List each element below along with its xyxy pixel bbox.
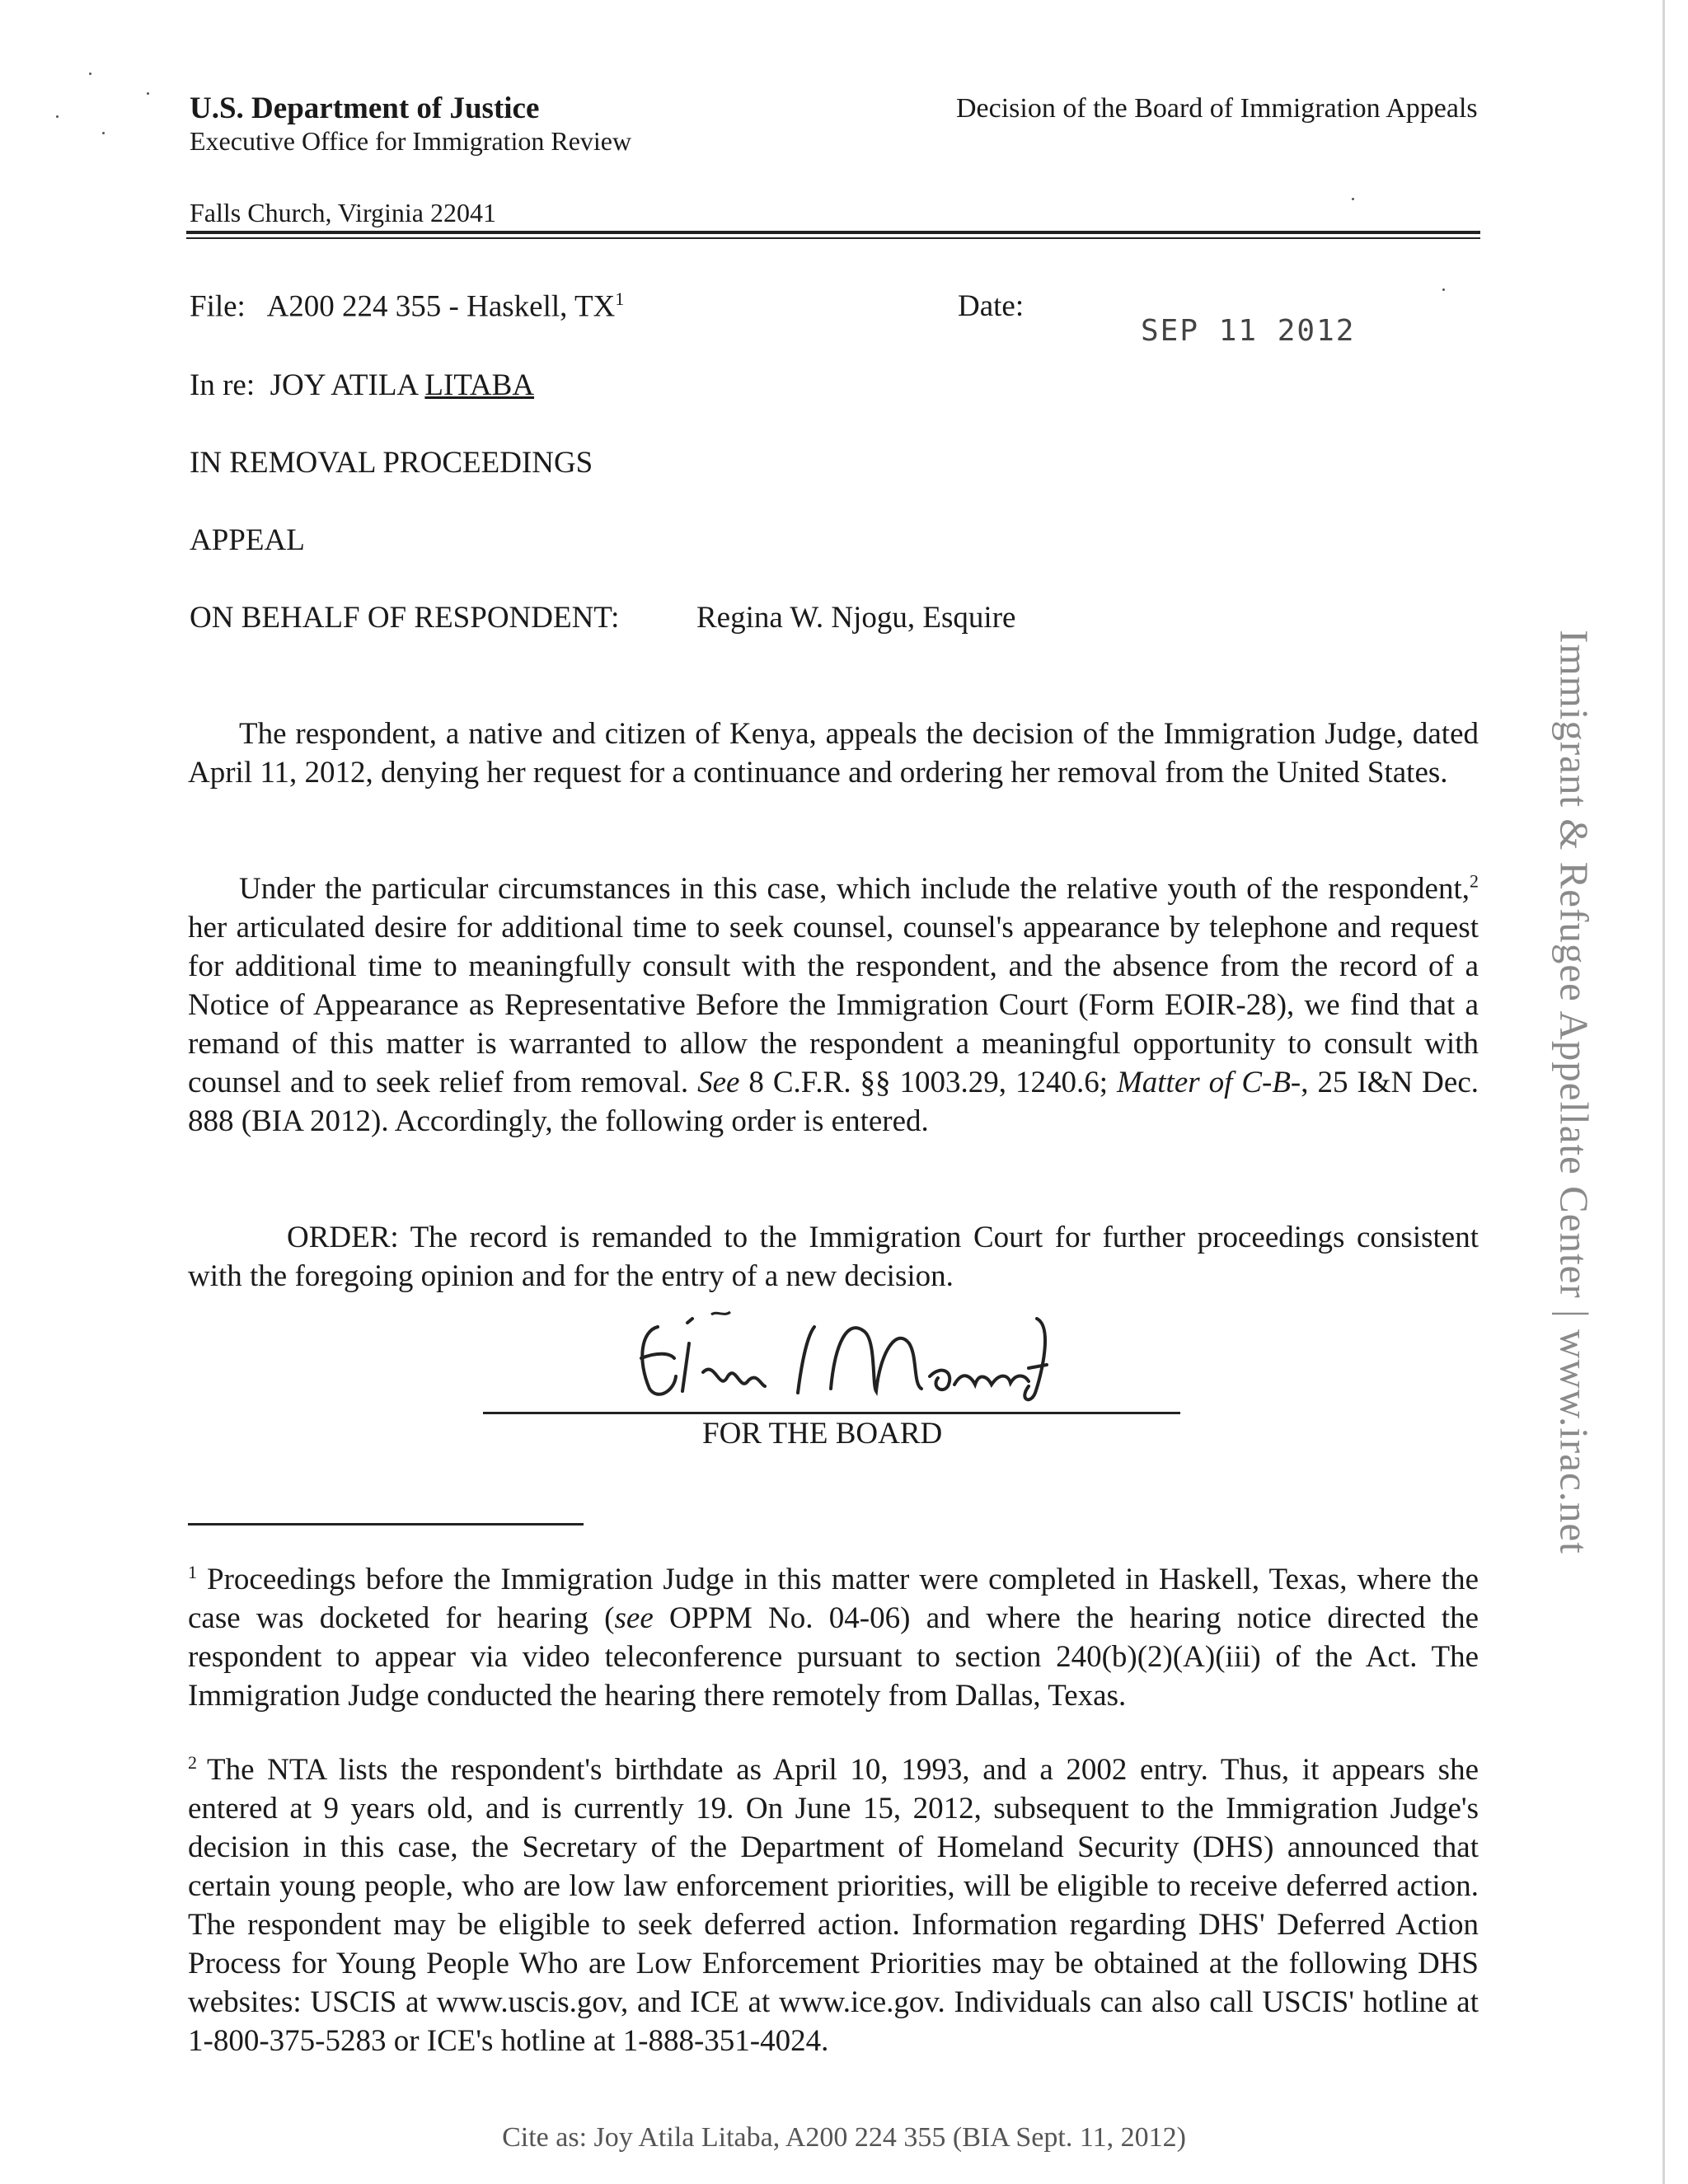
order-text: The record is remanded to the Immigration Court for further proceedings consistent with the foregoing opinion and for the entry of a new decision. (188, 1221, 1479, 1293)
order-label: ORDER: (287, 1221, 399, 1254)
footnote-ref-2: 2 (1470, 870, 1479, 892)
paragraph-intro: The respondent, a native and citizen of Kenya, appeals the decision of the Immigration Judge, dated April 11, 2012, denying her request for a continuance and ordering her removal from the United States. (188, 717, 1479, 790)
footnote-1 (188, 1560, 1479, 1715)
agency-name: U.S. Department of Justice (190, 91, 540, 125)
signature-line (483, 1412, 1180, 1414)
attorney-name: Regina W. Njogu, Esquire (696, 601, 1016, 635)
paragraph-order (188, 1218, 1479, 1296)
footnote-2-mark: 2 (188, 1751, 197, 1773)
appeal-heading: APPEAL (190, 523, 305, 557)
office-location: Falls Church, Virginia 22041 (190, 198, 496, 227)
file-line (190, 288, 624, 324)
footnote-separator (188, 1523, 584, 1526)
for-the-board-label: FOR THE BOARD (702, 1417, 943, 1451)
page-edge-divider (1662, 0, 1665, 2184)
file-label: File: (190, 289, 246, 324)
footnote-2 (188, 1750, 1479, 2060)
footnote-2-text: The NTA lists the respondent's birthdate as April 10, 1993, and a 2002 entry. Thus, it appears she entered at 9 years old, and is currently 19. On June 15, 2012, subsequent to the Immigration Judge's decision in this case, the Secretary of the Department of Homeland Security (DHS) announced that certain young people, who are low law enforcement priorities, will be eligible to receive deferred action. The respondent may be eligible to seek deferred action. Information regarding DHS' Deferred Action Process for Young People Who are Low Enforcement Priorities may be obtained at the following DHS websites: USCIS at www.uscis.gov, and ICE at www.ice.gov. Individuals can also call USCIS' hotline at 1-800-375-5283 or ICE's hotline at 1-888-351-4024. (188, 1753, 1479, 2058)
irac-watermark: Immigrant & Refugee Appellate Center | www.irac.net (1551, 630, 1597, 1554)
respondent-first-names: JOY ATILA (270, 368, 418, 402)
citation-signal-see: See (697, 1066, 740, 1099)
decision-title: Decision of the Board of Immigration Appeals (956, 93, 1478, 124)
header-rule-thin (186, 237, 1480, 239)
file-footnote-mark: 1 (615, 288, 625, 309)
case-citation-matter: Matter of C-B- (1116, 1066, 1301, 1099)
header-rule-thick (186, 231, 1480, 234)
date-stamp: SEP 11 2012 (1141, 314, 1356, 348)
footnote-1-mark: 1 (188, 1561, 197, 1582)
in-re-label: In re: (190, 368, 256, 402)
respondent-last-name: LITABA (424, 368, 535, 402)
in-re-line (190, 368, 534, 403)
citation-footer: Cite as: Joy Atila Litaba, A200 224 355 (BIA Sept. 11, 2012) (502, 2122, 1186, 2153)
handwritten-signature (625, 1294, 1086, 1418)
paragraph-reasoning (188, 869, 1479, 1141)
reasoning-text-a: Under the particular circumstances in this case, which include the relative youth of the respondent, (239, 872, 1470, 906)
agency-subtitle: Executive Office for Immigration Review (190, 126, 632, 156)
date-label: Date: (958, 289, 1025, 323)
file-value: A200 224 355 - Haskell, TX (266, 289, 616, 324)
reasoning-text-d: , 25 I&N Dec. 888 (BIA 2012). Accordingly, the following order is entered. (188, 1066, 1479, 1138)
behalf-label: ON BEHALF OF RESPONDENT: (190, 601, 620, 635)
reasoning-text-b: her articulated desire for additional time to seek counsel, counsel's appearance by telephone and request for additional time to meaningfully consult with the respondent, and the absence from the record of a Notice of Appearance as Representative Before the Immigration Court (Form EOIR-28), we find that a remand of this matter is warranted to allow the respondent a meaningful opportunity to consult with counsel and to seek relief from removal. (188, 911, 1479, 1099)
proceedings-type: IN REMOVAL PROCEEDINGS (190, 446, 593, 480)
reasoning-text-c: 8 C.F.R. §§ 1003.29, 1240.6; (739, 1066, 1117, 1099)
footnote-1-text-a: Proceedings before the Immigration Judge in this matter were completed in Haskell, Texas, where the case was docketed for hearing ( (188, 1563, 1479, 1635)
footnote-1-text-b: OPPM No. 04-06) and where the hearing notice directed the respondent to appear via video teleconference pursuant to section 240(b)(2)(A)(iii) of the Act. The Immigration Judge conducted the hearing there remotely from Dallas, Texas. (188, 1601, 1479, 1713)
behalf-line (190, 600, 1016, 635)
footnote-1-see: see (614, 1601, 654, 1635)
